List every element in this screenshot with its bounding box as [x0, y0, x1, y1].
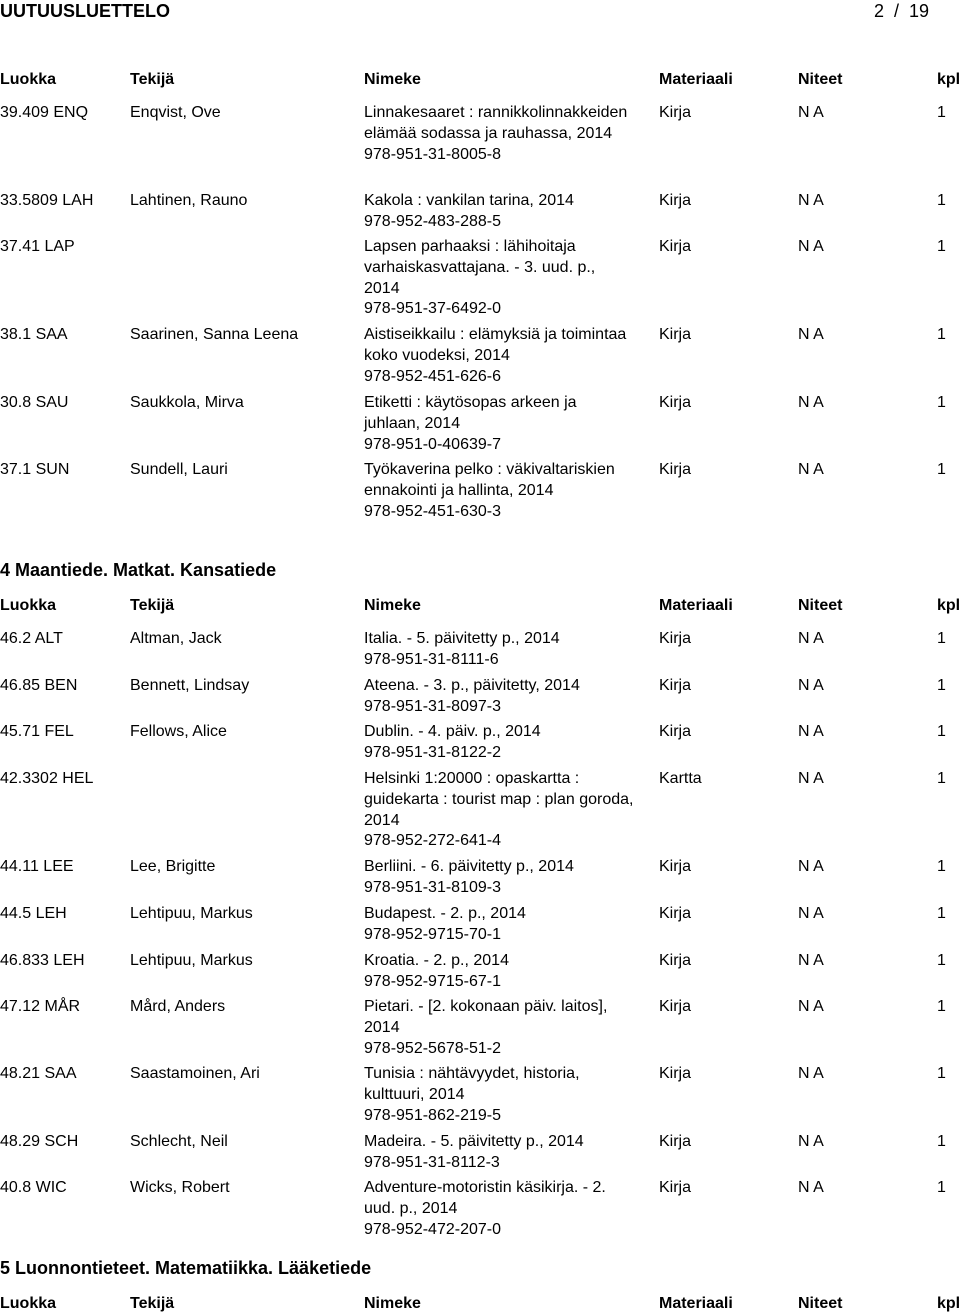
tekija: Bennett, Lindsay — [130, 677, 250, 694]
header-luokka: Luokka — [0, 1295, 57, 1312]
tekija: Saarinen, Sanna Leena — [130, 326, 299, 343]
materiaali: Kirja — [659, 630, 692, 647]
niteet: N A — [798, 326, 824, 343]
header-niteet: Niteet — [798, 71, 843, 88]
tekija: Lee, Brigitte — [130, 858, 216, 875]
nimeke — [364, 676, 634, 718]
nimeke — [364, 722, 634, 764]
luokka: 37.41 LAP — [0, 238, 75, 255]
niteet: N A — [798, 192, 824, 209]
luokka: 46.85 BEN — [0, 677, 78, 694]
materiaali: Kirja — [659, 1065, 692, 1082]
total-pages: 19 — [909, 1, 930, 21]
luokka: 48.21 SAA — [0, 1065, 77, 1082]
niteet: N A — [798, 677, 824, 694]
isbn: 978-951-31-8112-3 — [364, 1153, 500, 1171]
niteet: N A — [798, 1133, 824, 1150]
header-materiaali: Materiaali — [659, 71, 733, 88]
kpl: 1 — [937, 394, 946, 411]
nimeke — [364, 997, 634, 1059]
page-title: UUTUUSLUETTELO — [0, 1, 170, 21]
niteet: N A — [798, 1179, 824, 1196]
tekija: Altman, Jack — [130, 630, 222, 647]
tekija: Saukkola, Mirva — [130, 394, 244, 411]
title-text: Tunisia : nähtävyydet, historia, kulttuuri, 2014 — [364, 1065, 580, 1103]
header-materiaali: Materiaali — [659, 597, 733, 614]
header-kpl: kpl — [937, 71, 960, 88]
tekija: Fellows, Alice — [130, 723, 227, 740]
nimeke — [364, 857, 634, 899]
header-niteet: Niteet — [798, 1295, 843, 1312]
materiaali: Kirja — [659, 1133, 692, 1150]
luokka: 39.409 ENQ — [0, 104, 89, 121]
kpl: 1 — [937, 1133, 946, 1150]
materiaali: Kirja — [659, 905, 692, 922]
isbn: 978-951-31-8005-8 — [364, 145, 501, 163]
luokka: 44.11 LEE — [0, 858, 74, 875]
materiaali: Kirja — [659, 952, 692, 969]
column-header — [0, 1294, 960, 1314]
materiaali: Kirja — [659, 998, 692, 1015]
title-text: Berliini. - 6. päivitetty p., 2014 — [364, 858, 574, 875]
niteet: N A — [798, 905, 824, 922]
title-text: Pietari. - [2. kokonaan päiv. laitos], 2014 — [364, 998, 608, 1036]
title-text: Aistiseikkailu : elämyksiä ja toimintaa koko vuodeksi, 2014 — [364, 326, 627, 364]
luokka: 40.8 WIC — [0, 1179, 67, 1196]
title-text: Italia. - 5. päivitetty p., 2014 — [364, 630, 560, 647]
kpl: 1 — [937, 630, 946, 647]
title-text: Työkaverina pelko : väkivaltariskien ennakointi ja hallinta, 2014 — [364, 461, 615, 499]
header-nimeke: Nimeke — [364, 597, 421, 614]
materiaali: Kirja — [659, 394, 692, 411]
kpl: 1 — [937, 104, 946, 121]
tekija: Lehtipuu, Markus — [130, 952, 253, 969]
niteet: N A — [798, 770, 824, 787]
niteet: N A — [798, 723, 824, 740]
niteet: N A — [798, 998, 824, 1015]
header-kpl: kpl — [937, 1295, 960, 1312]
kpl: 1 — [937, 858, 946, 875]
isbn: 978-952-272-641-4 — [364, 832, 501, 850]
title-text: Linnakesaaret : rannikkolinnakkeiden elämää sodassa ja rauhassa, 2014 — [364, 104, 628, 142]
tekija: Mård, Anders — [130, 998, 226, 1015]
header-nimeke: Nimeke — [364, 1295, 421, 1312]
nimeke — [364, 103, 634, 165]
kpl: 1 — [937, 770, 946, 787]
isbn: 978-951-37-6492-0 — [364, 300, 501, 318]
luokka: 44.5 LEH — [0, 905, 67, 922]
materiaali: Kirja — [659, 326, 692, 343]
title-text: Lapsen parhaaksi : lähihoitaja varhaiskasvattajana. - 3. uud. p., 2014 — [364, 238, 596, 297]
kpl: 1 — [937, 326, 946, 343]
title-text: Kroatia. - 2. p., 2014 — [364, 952, 509, 969]
nimeke — [364, 460, 634, 522]
isbn: 978-952-9715-67-1 — [364, 972, 501, 990]
nimeke — [364, 1132, 634, 1174]
nimeke — [364, 629, 634, 671]
kpl: 1 — [937, 1179, 946, 1196]
header-materiaali: Materiaali — [659, 1295, 733, 1312]
niteet: N A — [798, 630, 824, 647]
isbn: 978-952-472-207-0 — [364, 1220, 501, 1238]
nimeke — [364, 769, 634, 852]
kpl: 1 — [937, 677, 946, 694]
header-luokka: Luokka — [0, 71, 57, 88]
materiaali: Kirja — [659, 461, 692, 478]
header-tekija: Tekijä — [130, 71, 175, 88]
section-heading: 5 Luonnontieteet. Matematiikka. Lääketiede — [0, 1258, 372, 1278]
nimeke — [364, 1178, 634, 1240]
materiaali: Kirja — [659, 192, 692, 209]
materiaali: Kirja — [659, 238, 692, 255]
nimeke — [364, 1064, 634, 1126]
niteet: N A — [798, 1065, 824, 1082]
tekija: Enqvist, Ove — [130, 104, 221, 121]
materiaali: Kirja — [659, 1179, 692, 1196]
header-nimeke: Nimeke — [364, 71, 421, 88]
luokka: 33.5809 LAH — [0, 192, 94, 209]
kpl: 1 — [937, 952, 946, 969]
niteet: N A — [798, 461, 824, 478]
page-number: 2 / 19 — [874, 1, 930, 21]
luokka: 37.1 SUN — [0, 461, 70, 478]
header-niteet: Niteet — [798, 597, 843, 614]
isbn: 978-952-9715-70-1 — [364, 925, 501, 943]
isbn: 978-952-5678-51-2 — [364, 1039, 501, 1057]
title-text: Adventure-motoristin käsikirja. - 2. uud. p., 2014 — [364, 1179, 606, 1217]
nimeke — [364, 951, 634, 993]
luokka: 45.71 FEL — [0, 723, 74, 740]
title-text: Helsinki 1:20000 : opaskartta : guidekarta : tourist map : plan goroda, 2014 — [364, 770, 634, 829]
niteet: N A — [798, 104, 824, 121]
tekija: Schlecht, Neil — [130, 1133, 228, 1150]
luokka: 38.1 SAA — [0, 326, 68, 343]
tekija: Wicks, Robert — [130, 1179, 230, 1196]
title-text: Ateena. - 3. p., päivitetty, 2014 — [364, 677, 580, 694]
title-text: Etiketti : käytösopas arkeen ja juhlaan, 2014 — [364, 394, 577, 432]
nimeke — [364, 237, 634, 320]
luokka: 48.29 SCH — [0, 1133, 79, 1150]
kpl: 1 — [937, 192, 946, 209]
isbn: 978-951-31-8122-2 — [364, 743, 501, 761]
isbn: 978-951-31-8109-3 — [364, 878, 501, 896]
materiaali: Kirja — [659, 723, 692, 740]
kpl: 1 — [937, 998, 946, 1015]
isbn: 978-952-451-626-6 — [364, 367, 501, 385]
title-text: Kakola : vankilan tarina, 2014 — [364, 192, 574, 209]
isbn: 978-951-0-40639-7 — [364, 435, 501, 453]
materiaali: Kirja — [659, 104, 692, 121]
nimeke — [364, 191, 634, 233]
column-header — [0, 596, 960, 616]
kpl: 1 — [937, 723, 946, 740]
materiaali: Kartta — [659, 770, 702, 787]
niteet: N A — [798, 238, 824, 255]
luokka: 47.12 MÅR — [0, 998, 81, 1015]
niteet: N A — [798, 858, 824, 875]
nimeke — [364, 904, 634, 946]
header-luokka: Luokka — [0, 597, 57, 614]
isbn: 978-951-31-8097-3 — [364, 697, 501, 715]
nimeke — [364, 325, 634, 387]
kpl: 1 — [937, 238, 946, 255]
materiaali: Kirja — [659, 858, 692, 875]
nimeke — [364, 393, 634, 455]
tekija: Lahtinen, Rauno — [130, 192, 248, 209]
tekija: Saastamoinen, Ari — [130, 1065, 260, 1082]
isbn: 978-952-451-630-3 — [364, 502, 501, 520]
title-text: Budapest. - 2. p., 2014 — [364, 905, 526, 922]
kpl: 1 — [937, 461, 946, 478]
niteet: N A — [798, 394, 824, 411]
current-page: 2 — [874, 1, 885, 21]
title-text: Dublin. - 4. päiv. p., 2014 — [364, 723, 541, 740]
kpl: 1 — [937, 1065, 946, 1082]
section-heading: 4 Maantiede. Matkat. Kansatiede — [0, 560, 277, 580]
luokka: 30.8 SAU — [0, 394, 69, 411]
tekija: Sundell, Lauri — [130, 461, 228, 478]
isbn: 978-952-483-288-5 — [364, 212, 501, 230]
materiaali: Kirja — [659, 677, 692, 694]
column-header — [0, 70, 960, 90]
tekija: Lehtipuu, Markus — [130, 905, 253, 922]
header-kpl: kpl — [937, 597, 960, 614]
luokka: 46.833 LEH — [0, 952, 85, 969]
kpl: 1 — [937, 905, 946, 922]
header-tekija: Tekijä — [130, 1295, 175, 1312]
isbn: 978-951-31-8111-6 — [364, 650, 499, 668]
title-text: Madeira. - 5. päivitetty p., 2014 — [364, 1133, 584, 1150]
luokka: 42.3302 HEL — [0, 770, 94, 787]
header-tekija: Tekijä — [130, 597, 175, 614]
luokka: 46.2 ALT — [0, 630, 63, 647]
isbn: 978-951-862-219-5 — [364, 1106, 501, 1124]
niteet: N A — [798, 952, 824, 969]
